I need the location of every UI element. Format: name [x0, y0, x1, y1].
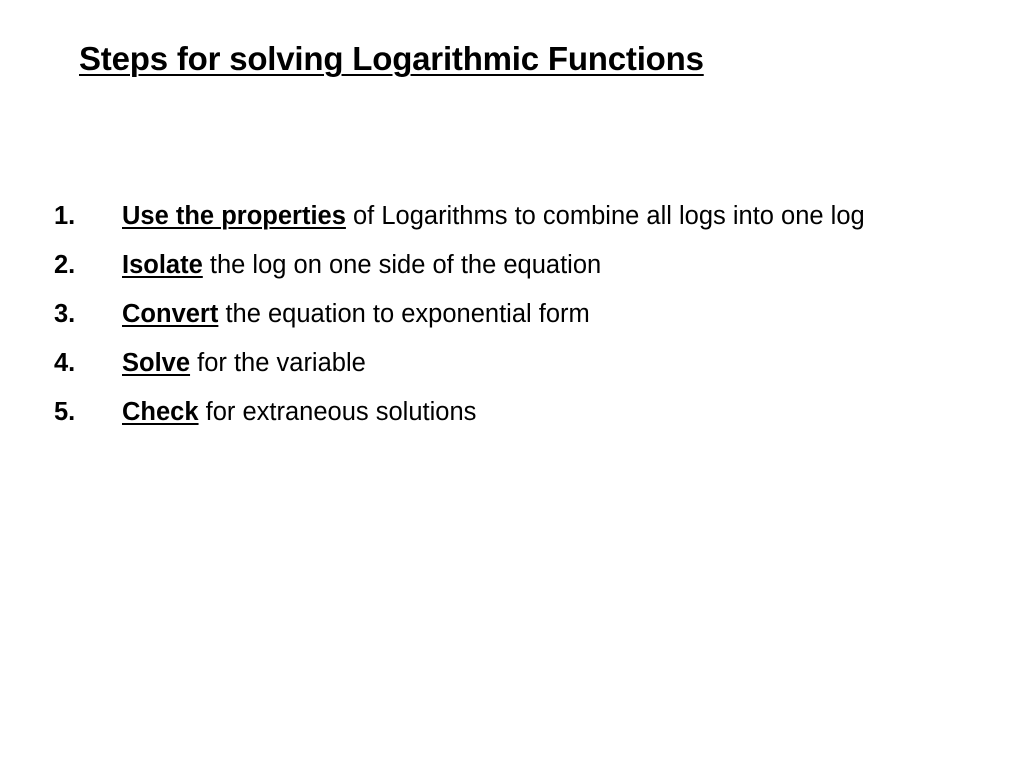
slide-title: Steps for solving Logarithmic Functions — [79, 40, 704, 77]
step-number: 2. — [54, 251, 76, 279]
step-keyword: Check — [122, 398, 199, 426]
step-item-3 — [54, 294, 934, 334]
step-text: the log on one side of the equation — [202, 251, 602, 279]
step-keyword: Isolate — [122, 251, 203, 279]
steps-list — [54, 196, 934, 441]
step-item-4 — [54, 343, 934, 383]
step-keyword: Use the properties — [122, 202, 346, 230]
step-item-5 — [54, 392, 934, 432]
step-keyword: Convert — [122, 300, 219, 328]
step-number: 3. — [54, 300, 76, 328]
step-text: for extraneous solutions — [198, 398, 477, 426]
step-item-2 — [54, 245, 934, 285]
step-text: of Logarithms to combine all logs into one log — [345, 202, 865, 230]
step-text: the equation to exponential form — [218, 300, 590, 328]
step-number: 1. — [54, 202, 76, 230]
step-number: 4. — [54, 349, 76, 377]
step-number: 5. — [54, 398, 76, 426]
step-text: for the variable — [190, 349, 366, 377]
step-keyword: Solve — [122, 349, 191, 377]
step-item-1 — [54, 196, 934, 236]
